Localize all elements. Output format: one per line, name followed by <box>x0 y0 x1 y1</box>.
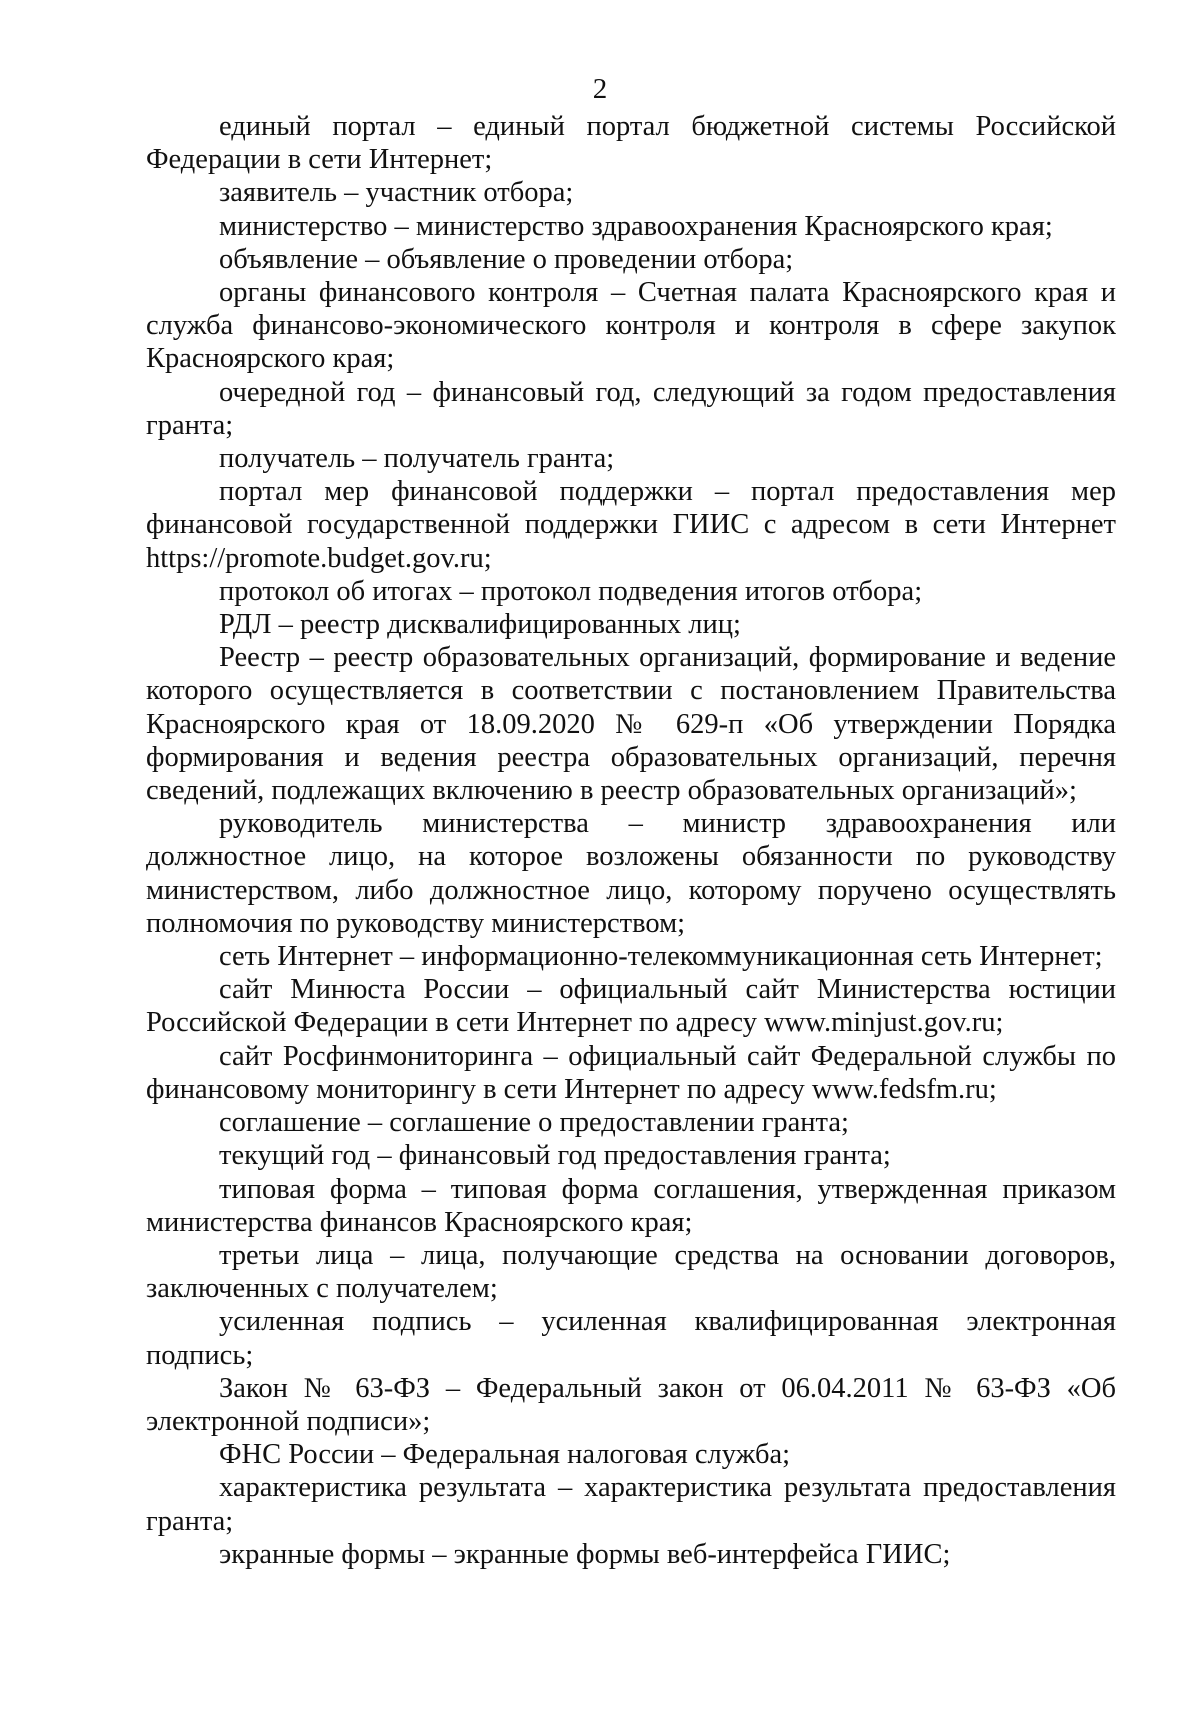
definition-paragraph: ФНС России – Федеральная налоговая служба; <box>219 1439 791 1471</box>
definition-paragraph: получатель – получатель гранта; <box>219 443 615 475</box>
definition-paragraph: объявление – объявление о проведении отбора; <box>219 243 794 275</box>
page-number: 2 <box>592 73 608 105</box>
definition-paragraph: текущий год – финансовый год предоставления гранта; <box>219 1140 891 1172</box>
definition-paragraph: РДЛ – реестр дисквалифицированных лиц; <box>219 609 741 641</box>
definition-paragraph: экранные формы – экранные формы веб-интерфейса ГИИС; <box>219 1538 951 1570</box>
definition-paragraph: сайт Минюста России – официальный сайт Министерства юстиции Российской Федерации в сети Интернет по адресу www.minjust.gov.ru; <box>146 974 1116 1039</box>
definition-paragraph: портал мер финансовой поддержки – портал предоставления мер финансовой государственной поддержки ГИИС с адресом в сети Интернет https://promote.budget.gov.ru; <box>146 476 1116 574</box>
definition-paragraph: сеть Интернет – информационно-телекоммуникационная сеть Интернет; <box>219 941 1103 973</box>
definition-paragraph: очередной год – финансовый год, следующий за годом предоставления гранта; <box>146 376 1116 441</box>
definition-paragraph: руководитель министерства – министр здравоохранения или должностное лицо, на которое возложены обязанности по руководству министерством, либо должностное лицо, которому поручено осуществлять полномочия по руководству министерством; <box>146 808 1116 939</box>
definitions-list <box>146 110 1116 1571</box>
definition-paragraph: третьи лица – лица, получающие средства на основании договоров, заключенных с получателем; <box>146 1239 1116 1305</box>
definition-paragraph: протокол об итогах – протокол подведения итогов отбора; <box>219 575 923 607</box>
definition-paragraph: характеристика результата – характеристика результата предоставления гранта; <box>146 1472 1116 1537</box>
definition-paragraph: органы финансового контроля – Счетная палата Красноярского края и служба финансово-экономического контроля и контроля в сфере закупок Красноярского края; <box>146 277 1116 375</box>
definition-paragraph: Реестр – реестр образовательных организаций, формирование и ведение которого осуществляется в соответствии с постановлением Правительства Красноярского края от 18.09.2020 № 629-п «Об утверждении Порядка формирования и ведения реестра образовательных организаций, перечня сведений, подлежащих включению в реестр образовательных организаций»; <box>146 642 1116 807</box>
definition-paragraph: типовая форма – типовая форма соглашения, утвержденная приказом министерства финансов Красноярского края; <box>146 1173 1116 1238</box>
definition-paragraph: единый портал – единый портал бюджетной системы Российской Федерации в сети Интернет; <box>146 111 1116 176</box>
definition-paragraph: соглашение – соглашение о предоставлении гранта; <box>219 1107 849 1139</box>
definition-paragraph: усиленная подпись – усиленная квалифицированная электронная подпись; <box>146 1306 1116 1371</box>
definition-paragraph: Закон № 63-ФЗ – Федеральный закон от 06.04.2011 № 63-ФЗ «Об электронной подписи»; <box>146 1372 1116 1437</box>
definition-paragraph: министерство – министерство здравоохранения Красноярского края; <box>219 210 1053 242</box>
definition-paragraph: заявитель – участник отбора; <box>219 177 574 209</box>
definition-paragraph: сайт Росфинмониторинга – официальный сайт Федеральной службы по финансовому мониторингу в сети Интернет по адресу www.fedsfm.ru; <box>146 1040 1116 1105</box>
